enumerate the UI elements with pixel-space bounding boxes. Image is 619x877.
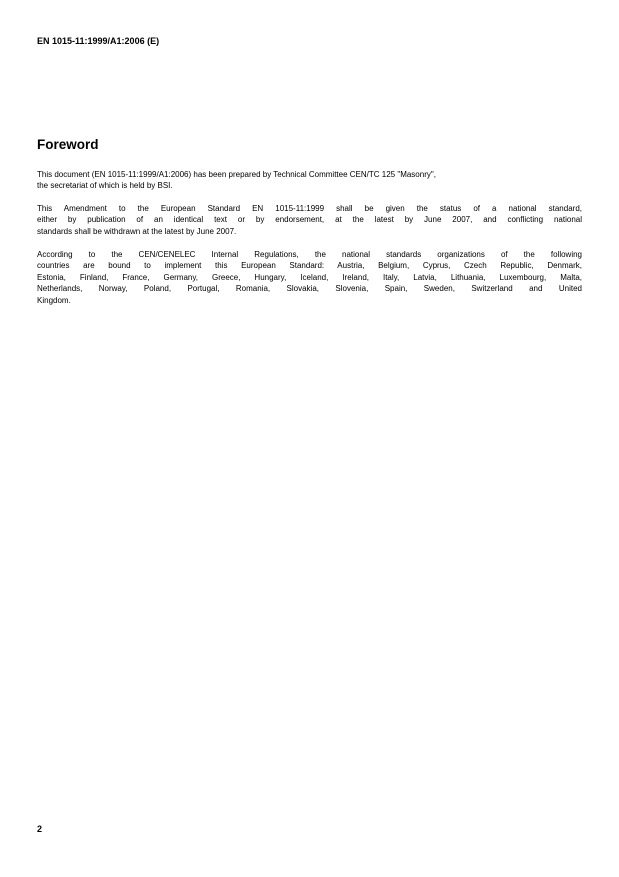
text-line: Estonia, Finland, France, Germany, Greece, Hungary, Iceland, Ireland, Italy, Latvia, Lithuania, Luxembourg, Malta, — [37, 272, 582, 282]
paragraph-1 — [37, 169, 582, 192]
text-line: the secretariat of which is held by BSI. — [37, 181, 173, 191]
text-line: countries are bound to implement this European Standard: Austria, Belgium, Cyprus, Czech Republic, Denmark, — [37, 261, 582, 271]
text-line: This document (EN 1015-11:1999/A1:2006) has been prepared by Technical Committee CEN/TC 125 "Masonry", — [37, 170, 436, 179]
page-number: 2 — [37, 824, 43, 834]
document-header: EN 1015-11:1999/A1:2006 (E) — [37, 36, 160, 46]
text-line: This Amendment to the European Standard EN 1015-11:1999 shall be given the status of a national standard, — [37, 204, 582, 213]
paragraph-3 — [37, 249, 582, 306]
text-line: Kingdom. — [37, 295, 71, 305]
text-line: Netherlands, Norway, Poland, Portugal, Romania, Slovakia, Slovenia, Spain, Sweden, Switzerland and United — [37, 284, 582, 294]
paragraph-2 — [37, 203, 582, 237]
text-line: standards shall be withdrawn at the latest by June 2007. — [37, 226, 237, 236]
text-line: According to the CEN/CENELEC Internal Regulations, the national standards organizations of the following — [37, 250, 582, 259]
section-title: Foreword — [37, 137, 99, 152]
text-line: either by publication of an identical text or by endorsement, at the latest by June 2007, and conflicting national — [37, 215, 582, 225]
